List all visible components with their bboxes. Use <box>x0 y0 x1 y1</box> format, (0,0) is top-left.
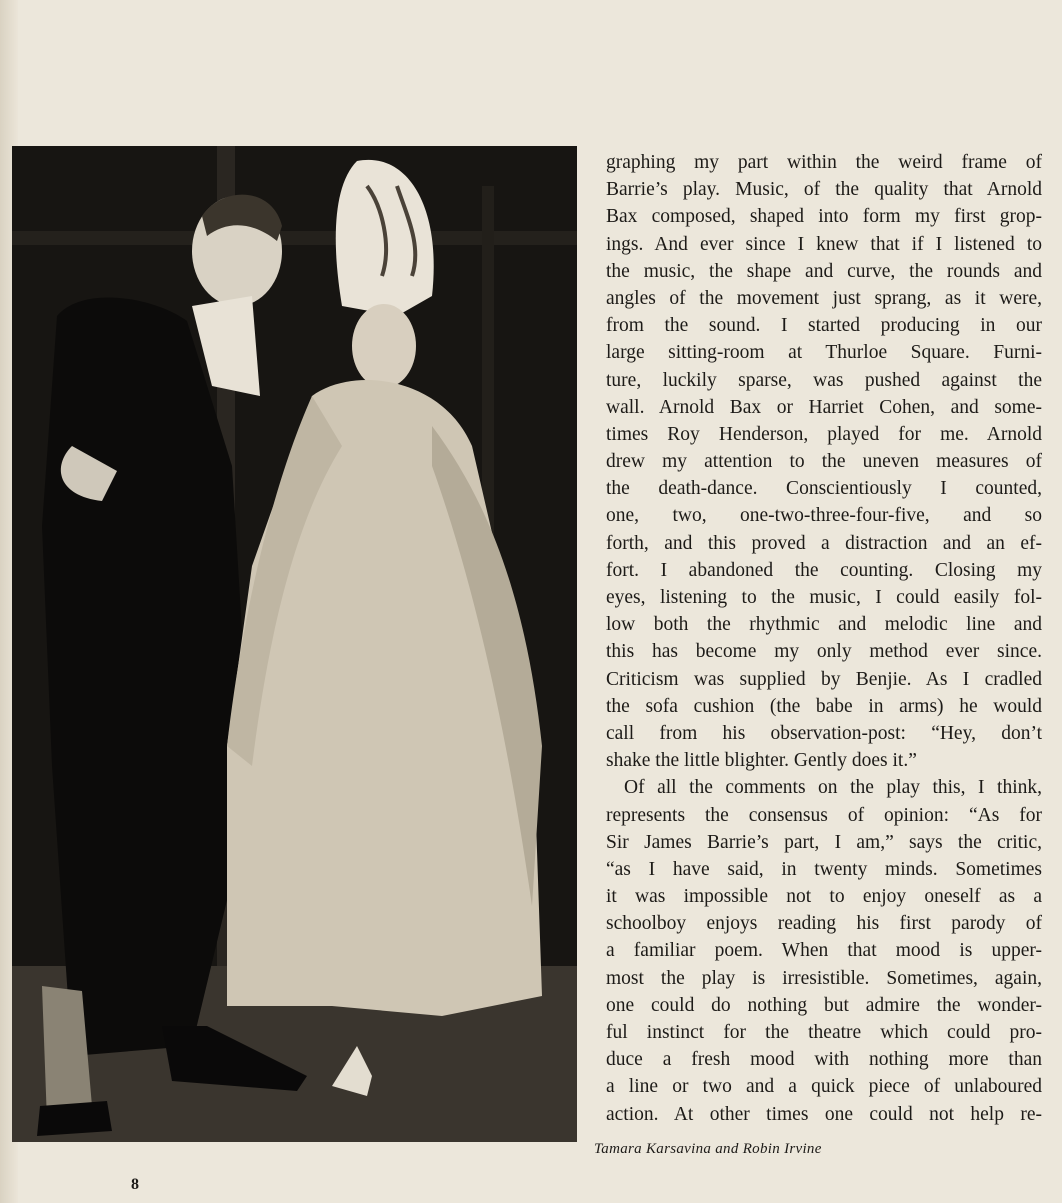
text-line: it was impossible not to enjoy oneself as a <box>606 886 1042 908</box>
text-line: shake the little blighter. Gently does it.” <box>606 750 917 772</box>
text-line: the sofa cushion (the babe in arms) he would <box>606 695 1042 717</box>
text-line: the music, the shape and curve, the rounds and <box>606 260 1042 282</box>
text-line: fort. I abandoned the counting. Closing my <box>606 559 1042 581</box>
text-line: times Roy Henderson, played for me. Arnold <box>606 423 1042 445</box>
text-line-paragraph-start: Of all the comments on the play this, I think, <box>624 777 1042 799</box>
text-line: large sitting-room at Thurloe Square. Furni- <box>606 342 1042 364</box>
text-line: represents the consensus of opinion: “As for <box>606 804 1042 826</box>
photo-caption: Tamara Karsavina and Robin Irvine <box>594 1141 822 1157</box>
text-line: this has become my only method ever since. <box>606 641 1042 663</box>
text-line: action. At other times one could not help re- <box>606 1103 1042 1125</box>
text-line: Criticism was supplied by Benjie. As I cradled <box>606 668 1042 690</box>
text-line: “as I have said, in twenty minds. Sometimes <box>606 858 1042 880</box>
text-line: a familiar poem. When that mood is upper- <box>606 940 1042 962</box>
text-line: Barrie’s play. Music, of the quality that Arnold <box>606 179 1042 201</box>
text-line: wall. Arnold Bax or Harriet Cohen, and some- <box>606 396 1042 418</box>
text-line: eyes, listening to the music, I could easily fol- <box>606 587 1042 608</box>
text-line: one could do nothing but admire the wonder- <box>606 994 1042 1016</box>
page-number: 8 <box>131 1176 139 1193</box>
text-line: one, two, one-two-three-four-five, and so <box>606 505 1042 527</box>
text-line: low both the rhythmic and melodic line and <box>606 614 1042 636</box>
text-line: ture, luckily sparse, was pushed against the <box>606 369 1042 391</box>
text-line: ings. And ever since I knew that if I listened to <box>606 233 1042 255</box>
text-line: schoolboy enjoys reading his first parody of <box>606 913 1042 935</box>
text-line: duce a fresh mood with nothing more than <box>606 1049 1042 1071</box>
text-line: Bax composed, shaped into form my first grop- <box>606 206 1042 228</box>
text-line: Sir James Barrie’s part, I am,” says the critic, <box>606 831 1042 853</box>
text-line: graphing my part within the weird frame of <box>606 152 1042 173</box>
text-line: the death-dance. Conscientiously I counted, <box>606 478 1042 500</box>
text-line: from the sound. I started producing in our <box>606 315 1042 337</box>
text-line: most the play is irresistible. Sometimes, again, <box>606 967 1042 989</box>
text-line: call from his observation-post: “Hey, don’t <box>606 722 1042 744</box>
body-text <box>606 149 1042 1128</box>
text-line: ful instinct for the theatre which could pro- <box>606 1022 1042 1043</box>
text-line: drew my attention to the uneven measures of <box>606 451 1042 473</box>
text-line: angles of the movement just sprang, as it were, <box>606 287 1042 309</box>
text-line: forth, and this proved a distraction and an ef- <box>606 532 1042 554</box>
photograph <box>12 146 577 1142</box>
photograph-two-dancers-icon <box>12 146 577 1142</box>
text-line: a line or two and a quick piece of unlaboured <box>606 1076 1042 1098</box>
